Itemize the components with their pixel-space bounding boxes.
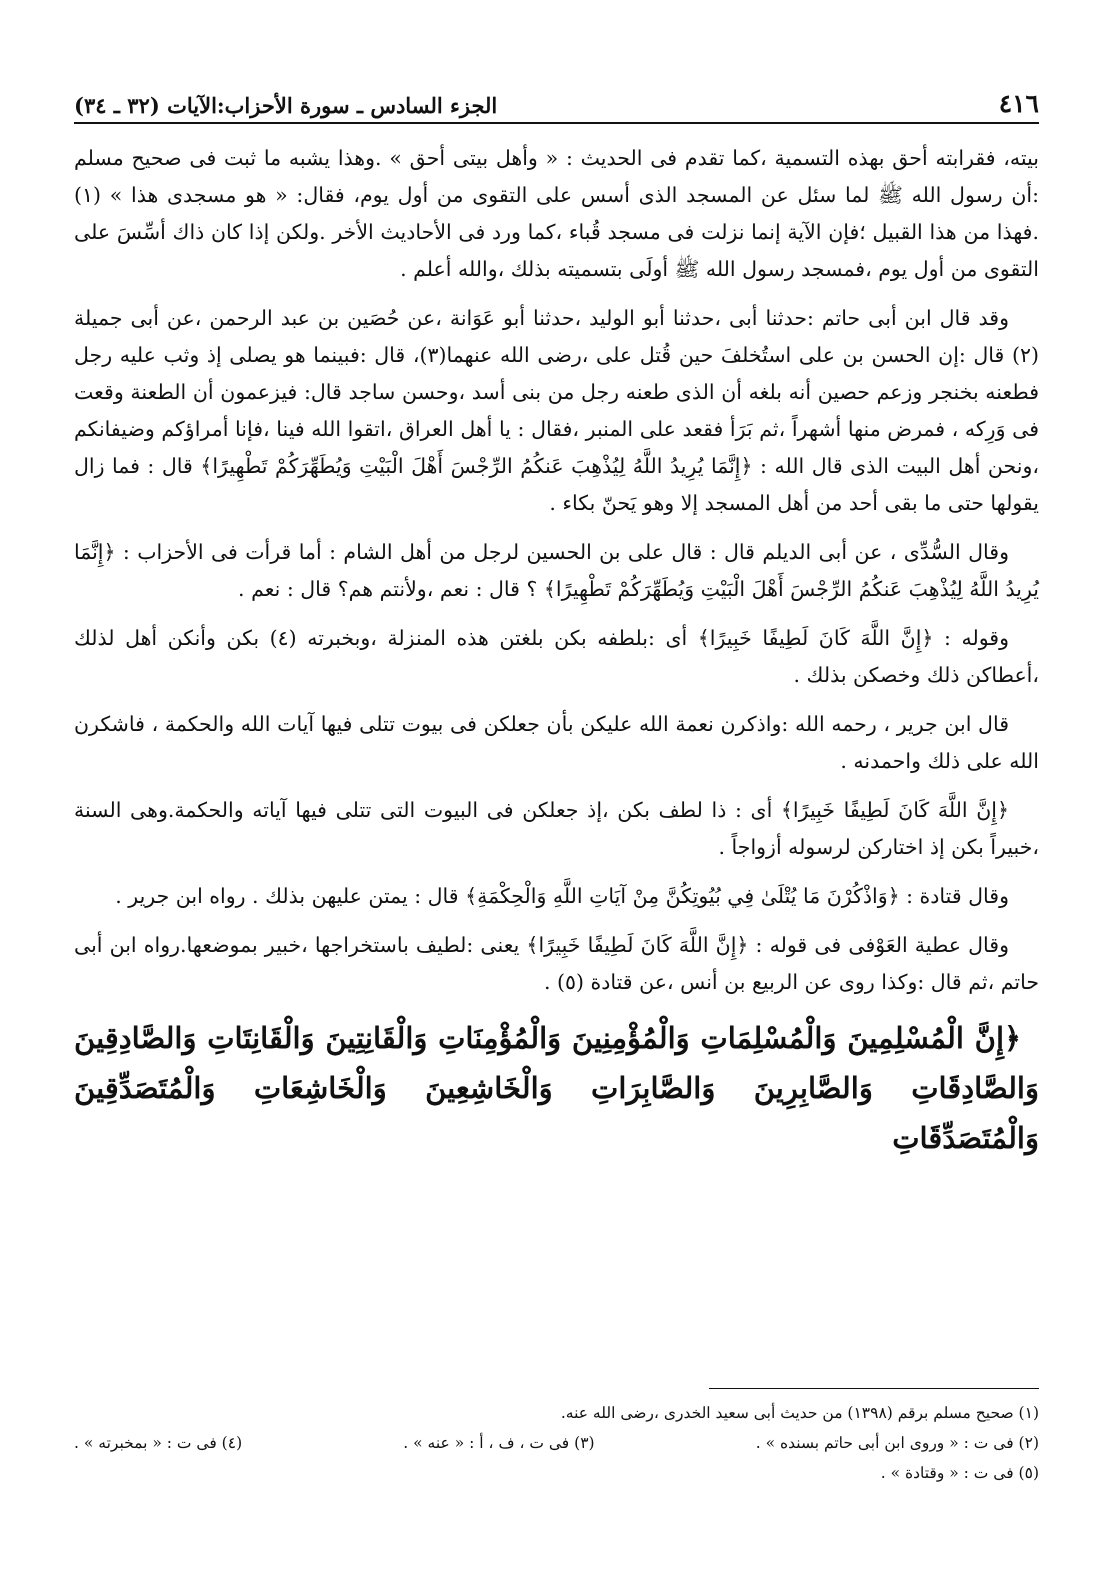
- footnote-row: [74, 1428, 1039, 1458]
- page-header: [74, 82, 1039, 124]
- main-text: [74, 140, 1039, 1163]
- paragraph-5: قال ابن جرير ، رحمه الله :واذكرن نعمة الله عليكن بأن جعلكن فى بيوت تتلى فيها آيات الله والحكمة ، فاشكرن الله على ذلك واحمدنه .: [74, 712, 1039, 773]
- paragraph-3: وقال السُّدِّى ، عن أبى الديلم قال : قال على بن الحسين لرجل من أهل الشام : أما قرأت فى الأحزاب : ﴿إِنَّمَا يُرِيدُ اللَّهُ لِيُذْهِبَ عَنكُمُ الرِّجْسَ أَهْلَ الْبَيْتِ وَيُطَهِّرَكُمْ تَطْهِيرًا﴾ ؟ قال : نعم ،ولأنتم هم؟ قال : نعم .: [74, 540, 1039, 601]
- page-number: ٤١٦: [998, 89, 1039, 118]
- footnote-5: (٥) فى ت : « وقتادة » .: [880, 1464, 1039, 1482]
- footnote-divider: [709, 1388, 1039, 1389]
- paragraph-2: وقد قال ابن أبى حاتم :حدثنا أبى ،حدثنا أبو الوليد ،حدثنا أبو عَوَانة ،عن حُصَين بن عبد الرحمن ،عن أبى جميلة (٢) قال :إن الحسن بن على استُخلفَ حين قُتل على ،رضى الله عنهما(٣)، قال :فبينما هو يصلى إذ وثب عليه رجل فطعنه بخنجر وزعم حصين أنه بلغه أن الذى طعنه رجل من بنى أسد ،وحسن ساجد قال: فيزعمون أن الطعنة وقعت فى وَرِكه ، فمرض منها أشهراً ،ثم بَرَأ فقعد على المنبر ،فقال : يا أهل العراق ،اتقوا الله فينا ،فإنا أمراؤكم وضيفانكم ،ونحن أهل البيت الذى قال الله : ﴿إِنَّمَا يُرِيدُ اللَّهُ لِيُذْهِبَ عَنكُمُ الرِّجْسَ أَهْلَ الْبَيْتِ وَيُطَهِّرَكُمْ تَطْهِيرًا﴾ قال : فما زال يقولها حتى ما بقى أحد من أهل المسجد إلا وهو يَحنّ بكاء .: [74, 306, 1039, 515]
- running-title: الجزء السادس ـ سورة الأحزاب:الآيات (٣٢ ـ ٣٤): [74, 93, 498, 118]
- footnote-1: (١) صحيح مسلم برقم (١٣٩٨) من حديث أبى سعيد الخدرى ،رضى الله عنه.: [560, 1404, 1039, 1422]
- footnote-2: (٢) فى ت : « وروى ابن أبى حاتم بسنده » .: [755, 1434, 1039, 1452]
- paragraph-1: بيته، فقرابته أحق بهذه التسمية ،كما تقدم فى الحديث : « وأهل بيتى أحق » .وهذا يشبه ما ثبت فى صحيح مسلم :أن رسول الله ﷺ لما سئل عن المسجد الذى أسس على التقوى من أول يوم، فقال: « هو مسجدى هذا » (١) .فهذا من هذا القبيل ؛فإن الآية إنما نزلت فى مسجد قُباء ،كما ورد فى الأحاديث الأخر .ولكن إذا كان ذاك أسِّسَ على التقوى من أول يوم ،فمسجد رسول الله ﷺ أولَى بتسميته بذلك ،والله أعلم .: [74, 146, 1039, 281]
- paragraph-4: وقوله : ﴿إِنَّ اللَّهَ كَانَ لَطِيفًا خَبِيرًا﴾ أى :بلطفه بكن بلغتن هذه المنزلة ،وبخبرته (٤) بكن وأنكن أهل لذلك ،أعطاكن ذلك وخصكن بذلك .: [74, 626, 1039, 687]
- paragraph-7: وقال قتادة : ﴿وَاذْكُرْنَ مَا يُتْلَىٰ فِي بُيُوتِكُنَّ مِنْ آيَاتِ اللَّهِ وَالْحِكْمَةِ﴾ قال : يمتن عليهن بذلك . رواه ابن جرير .: [115, 884, 1009, 908]
- paragraph-8: وقال عطية العَوْفى فى قوله : ﴿إِنَّ اللَّهَ كَانَ لَطِيفًا خَبِيرًا﴾ يعنى :لطيف باستخراجها ،خبير بموضعها.رواه ابن أبى حاتم ،ثم قال :وكذا روى عن الربيع بن أنس ،عن قتادة (٥) .: [74, 933, 1039, 994]
- footnote-4: (٤) فى ت : « بمخبرته » .: [74, 1434, 243, 1452]
- footnote-3: (٣) فى ت ، ف ، أ : « عنه » .: [403, 1434, 595, 1452]
- footnotes: [74, 1398, 1039, 1488]
- paragraph-6: ﴿إِنَّ اللَّهَ كَانَ لَطِيفًا خَبِيرًا﴾ أى : ذا لطف بكن ،إذ جعلكن فى البيوت التى تتلى فيها آياته والحكمة.وهى السنة ،خبيراً بكن إذ اختاركن لرسوله أزواجاً .: [74, 798, 1039, 859]
- quran-verse-block: ﴿إِنَّ الْمُسْلِمِينَ وَالْمُسْلِمَاتِ وَالْمُؤْمِنِينَ وَالْمُؤْمِنَاتِ وَالْقَانِتِينَ وَالْقَانِتَاتِ وَالصَّادِقِينَ وَالصَّادِقَاتِ وَالصَّابِرِينَ وَالصَّابِرَاتِ وَالْخَاشِعِينَ وَالْخَاشِعَاتِ وَالْمُتَصَدِّقِينَ وَالْمُتَصَدِّقَاتِ: [74, 1021, 1039, 1155]
